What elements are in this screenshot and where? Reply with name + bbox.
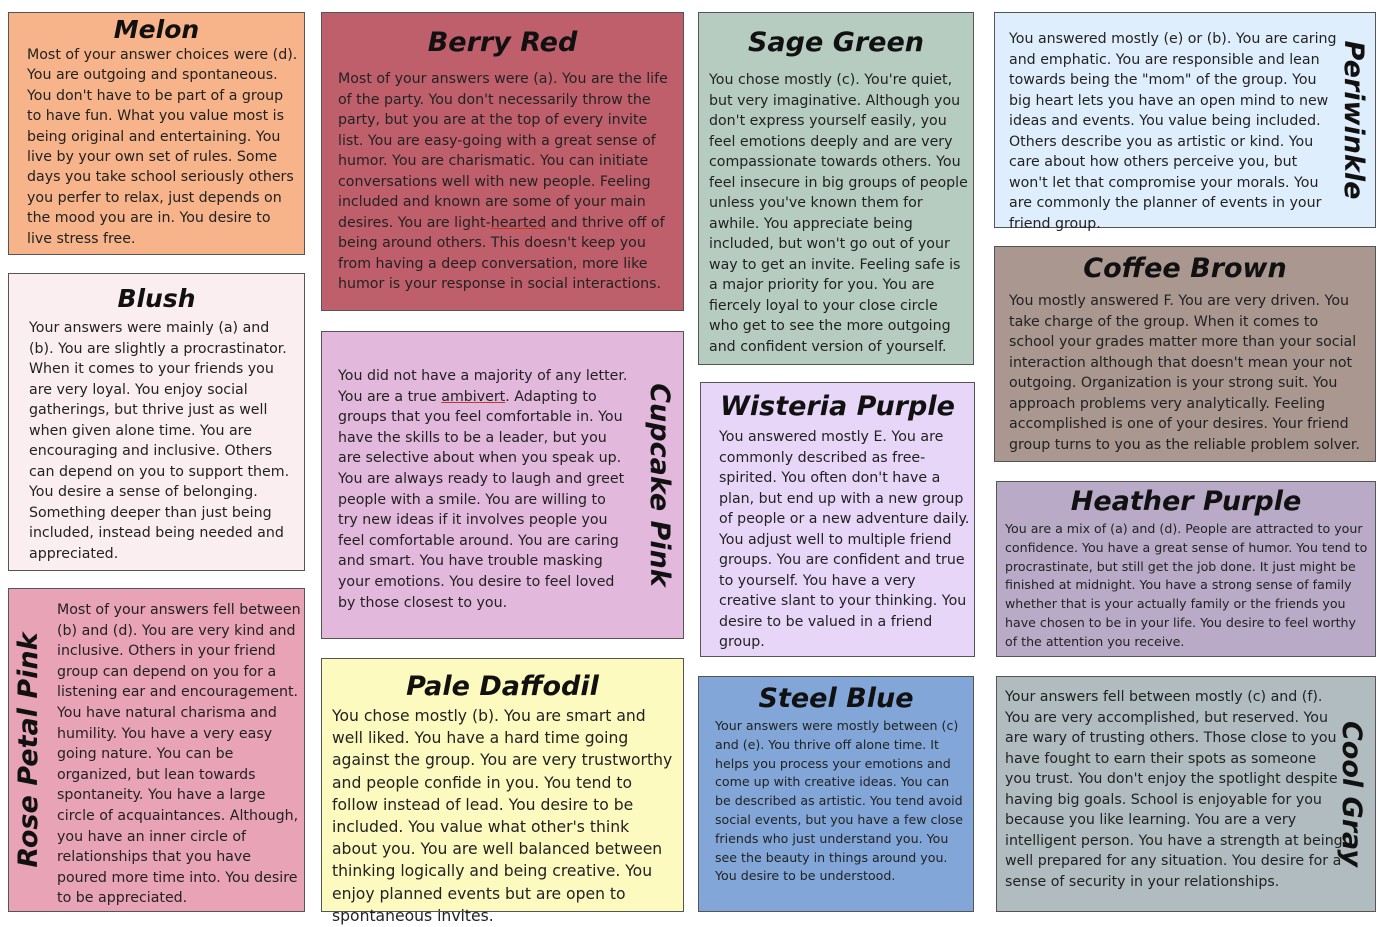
card-blush	[8, 273, 305, 571]
text-part: Most of your answers were (a). You are the life of the party. You don't necessarily throw the party, but you are at the top of every invite list. You are easy-going with a great sense of humor. You are charismatic. You can initiate conversations well with new people. Feeling included and known are some of your main desires. You are light-	[338, 71, 668, 231]
card-title: Periwinkle	[1338, 40, 1369, 200]
card-text: You chose mostly (b). You are smart and well liked. You have a hard time going against the group. You are very trustworthy and people confide in you. You tend to follow instead of lead. You desire to be included. You value what other's think about you. You are well balanced between thinking logically and being creative. You enjoy planned events but are open to spontaneous invites.	[332, 707, 673, 925]
card-text: You answered mostly E. You are commonly described as free-spirited. You often don't have a plan, but end up with a new group of people or a new adventure daily. You adjust well to multiple friend groups. You are confident and true to yourself. You have a very creative slant to your thinking. You desire to be valued in a friend group.	[719, 429, 970, 650]
card-pale-daffodil	[321, 658, 684, 925]
card-rose-petal-pink	[8, 588, 305, 912]
card-periwinkle	[994, 12, 1376, 232]
card-title: Cupcake Pink	[644, 383, 675, 587]
card-text: Most of your answer choices were (d). You are outgoing and spontaneous. You don't have to be part of a group to have fun. What you value most is being original and entertaining. You live by your own set of rules. Some days you take school seriously others you perfer to relax, just depends on the mood you are in. You desire to live stress free.	[27, 47, 298, 247]
card-cool-gray	[996, 676, 1376, 912]
card-wisteria-purple	[700, 382, 975, 657]
card-title: Rose Petal Pink	[13, 632, 44, 868]
card-text: You are a mix of (a) and (d). People are attracted to your confidence. You have a great sense of humor. You tend to procrastinate, but still get the job done. It just might be finished at midnight. You have a strong sense of family whether that is your actually family or the friends you have chosen to be in your life. You desire to feel worthy of the attention you receive.	[1005, 521, 1368, 649]
card-title: Cool Gray	[1336, 720, 1367, 868]
card-melon	[8, 12, 305, 255]
card-text: You mostly answered F. You are very driven. You take charge of the group. When it comes to school your grades matter more than your social interaction although that doesn't mean your not outgoing. Organization is your strong suit. You approach problems very analytically. Feeling accomplished is one of your desires. Your friend group turns to you as the reliable problem solver.	[1009, 293, 1360, 453]
card-text: You answered mostly (e) or (b). You are caring and emphatic. You are responsible and lean towards being the "mom" of the group. You big heart lets you have an open mind to new ideas and events. You value being included. Others describe you as artistic or kind. You care about how others perceive you, but won't let that compromise your morals. You are commonly the planner of events in your friend group.	[1009, 31, 1337, 232]
card-text: You chose mostly (c). You're quiet, but very imaginative. Although you don't express yourself easily, you feel emotions deeply and are very compassionate towards others. You feel insecure in big groups of people unless you've known them for awhile. You appreciate being included, but won't go out of your way to get an invite. Feeling safe is a major priority for you. You are fiercely loyal to your close circle who get to see the more outgoing and confident version of yourself.	[709, 72, 968, 355]
card-title: Heather Purple	[1070, 486, 1302, 517]
text-part: You did not have a majority of any letter. You are a true	[338, 368, 628, 405]
card-title: Melon	[113, 15, 200, 44]
card-title: Pale Daffodil	[406, 671, 599, 702]
card-steel-blue	[698, 676, 974, 912]
card-text	[338, 69, 674, 295]
text-part: and thrive off of being around others. This doesn't keep you from having a deep conversation, more like humor is your response in social interactions.	[338, 214, 665, 292]
card-text: Your answers were mainly (a) and (b). You are slightly a procrastinator. When it comes to your friends you are very loyal. You enjoy social gatherings, but thrive just as well when given alone time. You are encouraging and inclusive. Others can depend on you to support them. You desire a sense of belonging. Something deeper than just being included, instead being needed and appreciated.	[29, 320, 290, 562]
card-text: Most of your answers fell between (b) and (d). You are very kind and inclusive. Others in your friend group can depend on you for a listening ear and encouragement. You have natural charisma and humility. You have a very easy going nature. You can be organized, but lean towards spontaneity. You have a large circle of acquaintances. Although, you have an inner circle of relationships that you have poured more time into. You desire to be appreciated.	[57, 602, 301, 907]
card-title: Steel Blue	[758, 683, 914, 714]
underlined-word: ambivert	[441, 388, 506, 405]
card-sage-green	[698, 12, 974, 365]
card-text: Your answers fell between mostly (c) and (f). You are very accomplished, but reserved. You are wary of trusting others. Those close to you have fought to earn their spots as someone you trust. You don't enjoy the spotlight despite having big goals. School is enjoyable for you because you like learning. You are a very intelligent person. You have a strength at being well prepared for any situation. You desire for a sense of security in your relationships.	[1005, 689, 1343, 890]
card-text	[338, 366, 630, 613]
card-text: Your answers were mostly between (c) and (e). You thrive off alone time. It helps you process your emotions and come up with creative ideas. You can be described as artistic. You tend avoid social events, but you have a few close friends who just understand you. You see the beauty in things around you. You desire to be understood.	[715, 718, 963, 884]
card-title: Berry Red	[427, 27, 578, 58]
card-berry-red	[321, 12, 684, 311]
card-coffee-brown	[994, 246, 1376, 462]
card-title: Sage Green	[747, 27, 925, 58]
card-title: Wisteria Purple	[720, 391, 955, 422]
card-title: Coffee Brown	[1083, 253, 1287, 284]
card-heather-purple	[996, 481, 1376, 657]
text-part: . Adapting to groups that you feel comfortable in. You have the skills to be a leader, but you are selective about when you speak up. You are always ready to laugh and greet people with a smile. You are willing to try new ideas if it involves people you feel comfortable around. You are caring and smart. You have trouble masking your emotions. You desire to feel loved by those closest to you.	[338, 388, 625, 611]
card-cupcake-pink	[321, 331, 684, 639]
card-title: Blush	[117, 284, 196, 313]
underlined-word: hearted	[490, 214, 547, 231]
